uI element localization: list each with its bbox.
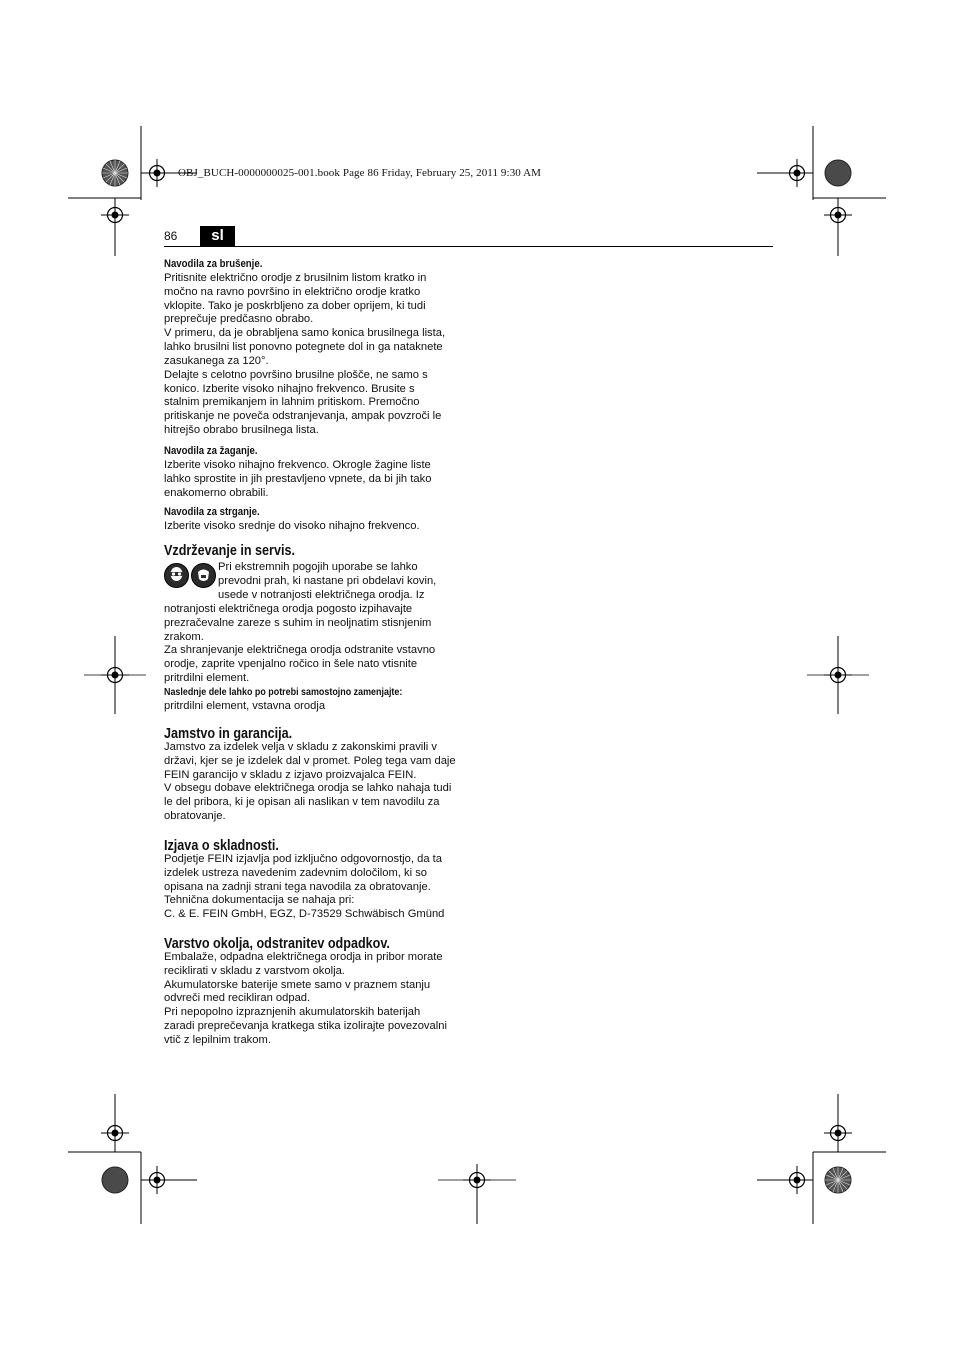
text-line: zaradi preprečevanja kratkega stika izolirajte povezovalni: [164, 1020, 447, 1033]
text-line: obratovanje.: [164, 810, 226, 823]
text-line: konico. Izberite visoko nihajno frekvenco. Brusite s: [164, 382, 415, 395]
text-line: FEIN garancijo v skladu z izjavo proizvajalca FEIN.: [164, 768, 417, 781]
text-line: Embalaže, odpadna električnega orodja in pribor morate: [164, 950, 443, 963]
text-line: Tehnična dokumentacija se nahaja pri:: [164, 894, 355, 907]
environment-heading: Varstvo okolja, odstranitev odpadkov.: [164, 935, 390, 952]
replaceable-parts-list: pritrdilni element, vstavna orodja: [164, 699, 326, 712]
text-line: prevodni prah, ki nastane pri obdelavi kovin,: [218, 574, 437, 587]
text-line: lahko brusilni list ponovno potegnete dol in ga nataknete: [164, 341, 443, 354]
text-line: V obsegu dobave električnega orodja se lahko nahaja tudi: [164, 782, 452, 795]
text-line: močno na ravno površino in električno orodje kratko: [164, 285, 421, 298]
text-line: hitrejšo obrabo brusilnega lista.: [164, 424, 319, 437]
maintenance-indented-text: [218, 561, 436, 603]
text-line: Delajte s celotno površino brusilne plošče, ne samo s: [164, 368, 428, 381]
section-warranty: [164, 727, 462, 824]
text-line: C. & E. FEIN GmbH, EGZ, D-73529 Schwäbisch Gmünd: [164, 908, 445, 921]
sawing-paragraph: [164, 459, 462, 501]
text-line: Izberite visoko srednje do visoko nihajno frekvenco.: [164, 519, 420, 532]
text-line: državi, kjer se je izdelek dal v promet. Poleg tega vam daje: [164, 754, 456, 767]
registration-starburst: [825, 1167, 851, 1193]
text-line: pritrdilni element.: [164, 672, 250, 685]
sanding-paragraph-1: [164, 272, 462, 327]
text-line: Izberite visoko nihajno frekvenco. Okrogle žagine liste: [164, 458, 431, 471]
language-tab: sl: [200, 226, 235, 246]
text-line: Pri ekstremnih pogojih uporabe se lahko: [218, 560, 418, 573]
text-line: preprečuje predčasno obrabo.: [164, 313, 314, 326]
section-scraping: [164, 506, 462, 534]
text-line: Jamstvo za izdelek velja v skladu z zakonskimi pravili v: [164, 740, 437, 753]
warranty-heading: Jamstvo in garancija.: [164, 725, 293, 742]
sanding-heading: Navodila za brušenje.: [164, 258, 263, 270]
text-line: Pri nepopolno izpraznjenih akumulatorskih baterijah: [164, 1006, 421, 1019]
section-sawing: [164, 445, 462, 500]
text-line: izdelek ustreza navedenim zadevnim določilom, ki so: [164, 866, 428, 879]
maintenance-paragraph-2: [164, 644, 462, 686]
registration-disc: [102, 1167, 128, 1193]
scraping-paragraph: [164, 520, 462, 534]
maintenance-paragraph-1: [164, 603, 462, 645]
text-line: odvreči med recikliran odpad.: [164, 992, 311, 1005]
environment-paragraph-3: [164, 1006, 462, 1048]
conformity-paragraph-2: [164, 894, 462, 922]
registration-starburst: [102, 160, 128, 186]
warranty-paragraph-2: [164, 782, 462, 824]
conformity-heading: Izjava o skladnosti.: [164, 837, 279, 854]
sanding-paragraph-2: [164, 327, 462, 369]
text-line: prezračevalne zareze s suhim in neoljnatim stisnjenim: [164, 616, 432, 629]
environment-paragraph-1: [164, 951, 462, 979]
conformity-paragraph-1: [164, 853, 462, 895]
sanding-paragraph-3: [164, 369, 462, 438]
text-line: Za shranjevanje električnega orodja odstranite vstavno: [164, 644, 436, 657]
text-line: Akumulatorske baterije smete samo v praznem stanju: [164, 978, 431, 991]
section-environment: [164, 937, 462, 1048]
text-line: zrakom.: [164, 630, 204, 643]
section-maintenance: [164, 544, 462, 714]
maintenance-icon-paragraph: [164, 561, 462, 603]
text-line: notranjosti električnega orodja pogosto izpihavajte: [164, 602, 413, 615]
text-line: pritiskanje ne poveča odstranjevanja, ampak povzroči le: [164, 410, 442, 423]
text-line: enakomerno obrabili.: [164, 486, 269, 499]
text-line: lahko sprostite in jih prestavljeno vpnete, da bi jih tako: [164, 472, 432, 485]
header-rule: [164, 246, 773, 247]
text-line: opisana na zadnji strani tega navodila za obratovanje.: [164, 880, 431, 893]
text-line: zasukanega za 120°.: [164, 354, 269, 367]
text-line: usede v notranjosti električnega orodja. Iz: [218, 588, 425, 601]
text-line: reciklirati v skladu z varstvom okolja.: [164, 964, 345, 977]
text-line: vklopite. Tako je poskrbljeno za dober oprijem, ki tudi: [164, 299, 426, 312]
book-file-header: OBJ_BUCH-0000000025-001.book Page 86 Friday, February 25, 2011 9:30 AM: [178, 167, 542, 179]
replaceable-parts-note: Naslednje dele lahko po potrebi samostojno zamenjajte:: [164, 686, 403, 698]
section-sanding: [164, 258, 462, 438]
text-line: orodje, zaprite vpenjalno ročico in šele nato vtisnite: [164, 658, 418, 671]
warranty-paragraph-1: [164, 741, 462, 783]
environment-paragraph-2: [164, 979, 462, 1007]
text-line: le del pribora, ki je opisan ali naslikan v tem navodilu za: [164, 796, 440, 809]
section-conformity: [164, 839, 462, 922]
text-line: V primeru, da je obrabljena samo konica brusilnega lista,: [164, 327, 446, 340]
scraping-heading: Navodila za strganje.: [164, 506, 260, 518]
registration-disc: [825, 160, 851, 186]
text-line: vtič z lepilnim trakom.: [164, 1033, 271, 1046]
sawing-heading: Navodila za žaganje.: [164, 445, 258, 457]
page-number: 86: [164, 229, 178, 243]
respiratory-protection-icon: [191, 563, 216, 588]
eye-protection-icon: [164, 563, 189, 588]
text-line: Pritisnite električno orodje z brusilnim listom kratko in: [164, 271, 427, 284]
text-line: Podjetje FEIN izjavlja pod izključno odgovornostjo, da ta: [164, 852, 442, 865]
text-line: stalnim premikanjem in lahnim pritiskom. Premočno: [164, 396, 420, 409]
maintenance-heading: Vzdrževanje in servis.: [164, 542, 295, 559]
